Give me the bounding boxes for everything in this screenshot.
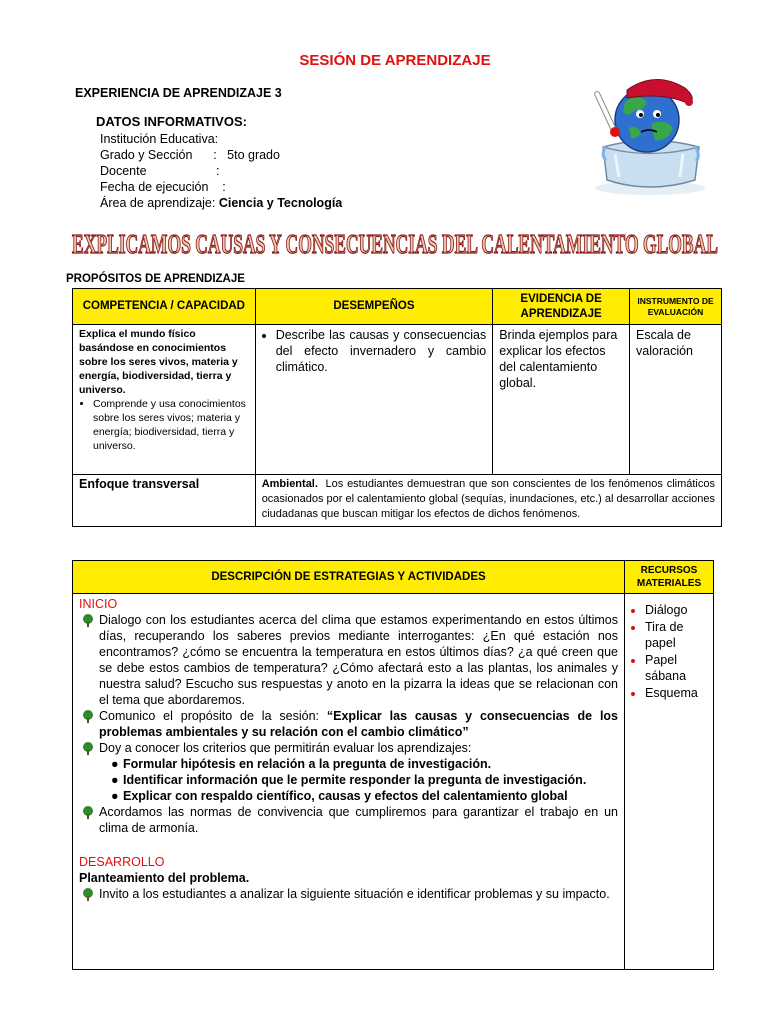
header-evidencia: EVIDENCIA DE APRENDIZAJE	[493, 289, 630, 325]
enfoque-title: Ambiental.	[261, 478, 318, 490]
session-banner	[70, 226, 720, 260]
enfoque-text: Los estudiantes demuestran que son conscientes de los fenómenos climáticos ocasionados por el calentamiento global (sequías, inundaciones, etc.) al desarrollar acciones ciudadanas que buscan mitigar los efectos de dichos fenómenos.	[261, 478, 715, 520]
recurso-item: • Tira de papel	[645, 619, 709, 652]
criterio-text: Identificar información que le permite responder la pregunta de investigación.	[123, 773, 587, 787]
datos-informativos	[100, 131, 342, 211]
desarrollo-item: Invito a los estudiantes a analizar la siguiente situación e identificar problemas y su impacto.	[99, 887, 610, 901]
normas-text: Acordamos las normas de convivencia que cumpliremos para garantizar el trabajo en un clima de armonía.	[99, 805, 619, 835]
criterio-text: Formular hipótesis en relación a la pregunta de investigación.	[123, 757, 492, 771]
criterio-item: ● Identificar información que le permite responder la pregunta de investigación.	[111, 773, 587, 787]
docente-row: Docente :	[100, 164, 220, 178]
fecha-row: Fecha de ejecución :	[100, 180, 226, 194]
tree-bullet-icon	[81, 806, 95, 819]
desempeno-item: • Describe las causas y consecuencias del efecto invernadero y cambio climático.	[276, 327, 487, 375]
grado-value: 5to grado	[227, 148, 280, 162]
proposito-intro: Comunico el propósito de la sesión:	[99, 709, 320, 723]
banner-text: EXPLICAMOS CAUSAS Y CONSECUENCIAS DEL CALENTAMIENTO GLOBAL	[72, 229, 718, 259]
estrategias-table	[72, 560, 714, 970]
recursos-list	[629, 602, 709, 701]
list-item	[79, 886, 618, 902]
competencia-cell	[73, 325, 256, 475]
planteamiento-heading: Planteamiento del problema.	[79, 871, 250, 885]
desarrollo-heading: DESARROLLO	[79, 855, 165, 869]
recurso-item: • Papel sábana	[645, 652, 709, 685]
page-title: SESIÓN DE APRENDIZAJE	[299, 52, 491, 69]
tree-bullet-icon	[81, 614, 95, 627]
area-value: Ciencia y Tecnología	[218, 196, 343, 210]
experiencia-heading: EXPERIENCIA DE APRENDIZAJE 3	[75, 86, 282, 100]
recurso-item: • Diálogo	[645, 602, 709, 619]
recurso-item: • Esquema	[645, 685, 709, 702]
proposito-text: “Explicar las causas y consecuencias de los problemas ambientales y su relación con el cambio climático”	[99, 709, 619, 739]
header-desempenos: DESEMPEÑOS	[255, 289, 493, 325]
criterio-text: Explicar con respaldo científico, causas y efectos del calentamiento global	[123, 789, 568, 803]
competencia-text: Explica el mundo físico basándose en conocimientos sobre los seres vivos, materia y energía, biodiversidad, tierra y universo.	[79, 328, 238, 396]
propositos-table	[72, 288, 722, 527]
inicio-item-dialogo: Dialogo con los estudiantes acerca del clima que estamos experimentando en estos últimos días, recuperando los saberes previos mediante interrogantes: ¿En qué estación nos encontramos? ¿cómo se encuentra la temperatura en estos últimos días? ¿a qué creen que se debe estos cambios de temperatura? ¿Cómo afectará esto a las plantas, los animales y nuestra salud? Escucho sus respuestas y anoto en la pizarra la ideas que se relacionan con el tema que abordaremos.	[99, 613, 619, 707]
instrumento-cell: Escala de valoración	[630, 325, 722, 475]
header-estrategias: DESCRIPCIÓN DE ESTRATEGIAS Y ACTIVIDADES	[73, 561, 625, 594]
criterio-item: ● Explicar con respaldo científico, causas y efectos del calentamiento global	[111, 789, 568, 803]
criterio-item: ● Formular hipótesis en relación a la pregunta de investigación.	[111, 757, 492, 771]
grado-label: Grado y Sección :	[100, 148, 217, 162]
list-item	[79, 708, 618, 740]
datos-heading: DATOS INFORMATIVOS:	[96, 114, 247, 129]
area-label: Área de aprendizaje:	[100, 196, 216, 210]
tree-bullet-icon	[81, 710, 95, 723]
tree-bullet-icon	[81, 742, 95, 755]
tree-bullet-icon	[81, 888, 95, 901]
melting-globe-illustration	[585, 62, 715, 197]
criterios-intro: Doy a conocer los criterios que permitirán evaluar los aprendizajes:	[99, 741, 472, 755]
enfoque-label: Enfoque transversal	[73, 475, 256, 527]
institucion-row: Institución Educativa:	[100, 132, 219, 146]
header-recursos: RECURSOS MATERIALES	[625, 561, 714, 594]
grado-row	[100, 147, 342, 163]
recursos-cell	[625, 594, 714, 970]
list-item	[79, 804, 618, 836]
area-row	[100, 195, 342, 211]
enfoque-cell	[255, 475, 721, 527]
estrategias-cell	[73, 594, 625, 970]
header-instrumento: INSTRUMENTO DE EVALUACIÓN	[630, 289, 722, 325]
list-item	[79, 740, 618, 756]
propositos-heading: PROPÓSITOS DE APRENDIZAJE	[66, 273, 245, 285]
header-competencia: COMPETENCIA / CAPACIDAD	[73, 289, 256, 325]
list-item	[79, 612, 618, 708]
inicio-heading: INICIO	[79, 597, 118, 611]
capacidad-item: • Comprende y usa conocimientos sobre los seres vivos; materia y energía; biodiversidad, tierra y universo.	[93, 397, 249, 453]
desempeno-cell	[255, 325, 493, 475]
evidencia-cell: Brinda ejemplos para explicar los efectos del calentamiento global.	[493, 325, 630, 475]
